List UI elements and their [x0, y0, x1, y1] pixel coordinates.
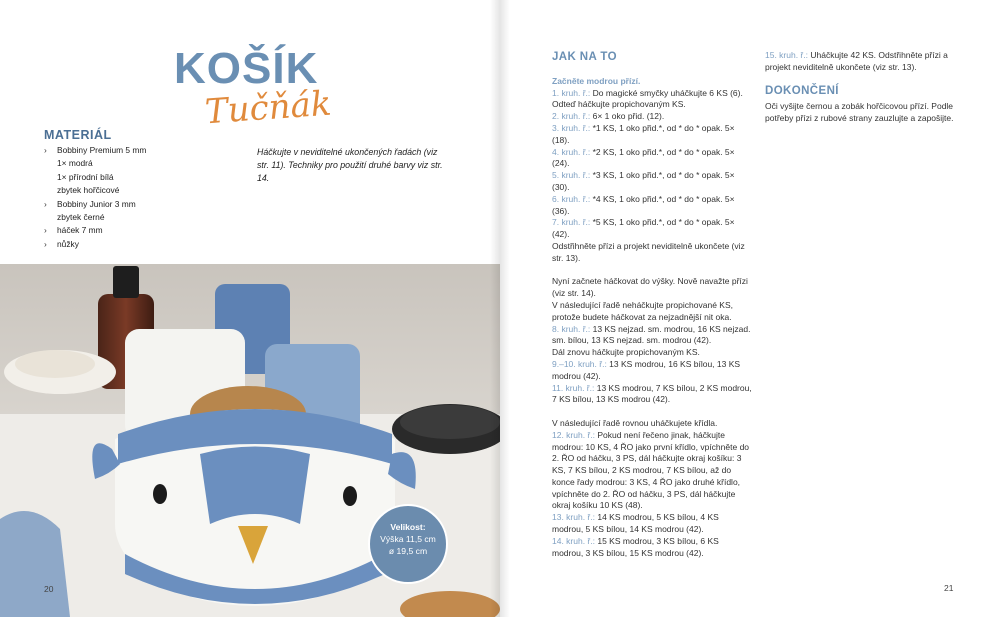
- round-text: V následující řadě rovnou uháčkujete křídla.: [552, 417, 718, 428]
- material-item: [44, 144, 146, 157]
- round-label: 9.–10. kruh. ř.:: [552, 358, 607, 369]
- instruction-line: [552, 265, 752, 277]
- material-item-text: Bobbiny Premium 5 mm: [57, 145, 147, 155]
- material-item-text: Bobbiny Junior 3 mm: [57, 198, 136, 209]
- round-label: 14. kruh. ř.:: [552, 535, 595, 546]
- round-text: Odstřihněte přízi a projekt neviditelně ukončete (viz str. 13).: [552, 240, 745, 263]
- chevron-right-icon: ›: [44, 198, 47, 209]
- instruction-line: [552, 383, 752, 407]
- round-label: 11. kruh. ř.:: [552, 382, 595, 393]
- instruction-line: [552, 418, 752, 430]
- round-text: *5 KS, 1 oko přid.*, od * do * opak. 5× (42).: [552, 217, 735, 240]
- size-badge-height: Výška 11,5 cm: [380, 534, 436, 544]
- round-text: Do magické smyčky uháčkujte 6 KS (6). Odteď háčkujte propichovaným KS.: [552, 87, 743, 110]
- round-label: 2. kruh. ř.:: [552, 111, 591, 122]
- instructions-heading: JAK NA TO: [552, 51, 617, 63]
- round-text: 15 KS modrou, 3 KS bílou, 6 KS modrou, 3 KS bílou, 15 KS modrou (42).: [552, 535, 719, 558]
- chevron-right-icon: ›: [44, 238, 47, 249]
- material-item: [44, 198, 146, 211]
- instruction-line: [552, 300, 752, 324]
- round-text: *2 KS, 1 oko přid.*, od * do * opak. 5× (24).: [552, 146, 735, 169]
- material-item-text: nůžky: [57, 238, 79, 249]
- material-item: [44, 171, 146, 184]
- page-number-right: 21: [944, 583, 954, 593]
- instruction-line: [552, 123, 752, 147]
- round-label: 1. kruh. ř.:: [552, 87, 591, 98]
- round-label: 12. kruh. ř.:: [552, 429, 595, 440]
- size-badge: [368, 504, 448, 584]
- instruction-line: [552, 111, 752, 123]
- material-item: [44, 211, 146, 224]
- instruction-line: [552, 536, 752, 560]
- round-text: *3 KS, 1 oko přid.*, od * do * opak. 5× (30).: [552, 170, 735, 192]
- round-text: Pokud není řečeno jinak, háčkujte modrou: 10 KS, 4 ŘO jako první křídlo, vpíchněte do 2. ŘO od háčku, 3 PS, dál háčkujte okraj košíku: 3 KS, 7 KS bílou, 2 KS modrou, 7 KS bílou, až do konce řady modrou: 3 KS, 4 ŘO jako druhé křídlo, vpíchněte do 2. ŘO od háčku, 3 PS, dál háčkujte okraj košíku 10 KS (48).: [552, 429, 750, 511]
- chevron-right-icon: ›: [44, 145, 47, 155]
- finish-text: Oči vyšijte černou a zobák hořčicovou přízí. Podle potřeby přízi z rubové strany zauzlujte a zapošijte.: [765, 101, 954, 124]
- round-text: 13 KS modrou, 16 KS bílou, 13 KS modrou (42).: [552, 358, 741, 381]
- round-label: 3. kruh. ř.:: [552, 122, 591, 133]
- round-text: *1 KS, 1 oko přid.*, od * do * opak. 5× (18).: [552, 122, 735, 145]
- round-text: 6× 1 oko přid. (12).: [590, 111, 665, 122]
- material-item-text: zbytek černé: [57, 212, 105, 223]
- material-heading: MATERIÁL: [44, 128, 112, 142]
- round-text: Nyní začnete háčkovat do výšky. Nově navažte přízi (viz str. 14).: [552, 276, 748, 299]
- instruction-line: [552, 512, 752, 536]
- material-item: [44, 157, 146, 170]
- material-item-text: zbytek hořčicové: [57, 185, 120, 196]
- instruction-line: [552, 170, 752, 194]
- instruction-line: [552, 359, 752, 383]
- round-label: 13. kruh. ř.:: [552, 512, 595, 523]
- instruction-lines: [552, 88, 752, 560]
- instructions-column-2: [765, 50, 955, 125]
- size-badge-label: Velikost:: [390, 522, 426, 532]
- material-item: [44, 184, 146, 197]
- instruction-line: [552, 347, 752, 359]
- round-text: 13 KS modrou, 7 KS bílou, 2 KS modrou, 7 KS bílou, 13 KS modrou (42).: [552, 382, 752, 405]
- material-list: [44, 144, 146, 251]
- page-number-left: 20: [44, 584, 54, 594]
- instructions-column: [552, 52, 752, 559]
- finish-heading: DOKONČENÍ: [765, 84, 839, 97]
- material-item: [44, 224, 146, 237]
- round-text: V následující řadě neháčkujte propichované KS, protože budete háčkovat za nejzadnější nit oka.: [552, 299, 733, 322]
- instruction-line: [552, 147, 752, 171]
- material-item-text: háček 7 mm: [57, 225, 103, 236]
- round-label: 8. kruh. ř.:: [552, 323, 591, 334]
- round-label: 7. kruh. ř.:: [552, 217, 591, 228]
- round-label: 5. kruh. ř.:: [552, 170, 591, 181]
- instruction-line: [552, 324, 752, 348]
- pattern-title: KOŠÍK: [174, 44, 319, 93]
- instruction-line: [552, 430, 752, 513]
- instruction-line: [552, 276, 752, 300]
- instruction-line: [765, 50, 955, 74]
- round-text: *4 KS, 1 oko přid.*, od * do * opak. 5× (36).: [552, 193, 735, 216]
- instruction-line: [552, 241, 752, 265]
- instruction-line: [552, 217, 752, 241]
- instruction-line: [552, 194, 752, 218]
- round-label: 15. kruh. ř.:: [765, 50, 808, 60]
- round-text: 14 KS modrou, 5 KS bílou, 4 KS modrou, 5 KS bílou, 14 KS modrou (42).: [552, 512, 719, 535]
- material-item-text: 1× přírodní bílá: [57, 171, 114, 182]
- round-text: Dál znovu háčkujte propichovaným KS.: [552, 347, 700, 358]
- instructions-lead: Začněte modrou přízí.: [552, 75, 641, 86]
- round-text: 13 KS nejzad. sm. modrou, 16 KS nejzad. sm. bílou, 13 KS nejzad. sm. modrou (42).: [552, 323, 751, 346]
- material-item-text: 1× modrá: [57, 158, 93, 169]
- round-label: 4. kruh. ř.:: [552, 146, 591, 157]
- intro-text: Háčkujte v neviditelné ukončených řadách (viz str. 11). Techniky pro použití druhé barvy viz str. 14.: [257, 147, 443, 183]
- instruction-line: [552, 88, 752, 112]
- pattern-subtitle: Tučňák: [203, 83, 333, 133]
- instruction-line: [552, 406, 752, 418]
- round-text: Uháčkujte 42 KS. Odstřihněte přízi a projekt neviditelně ukončete (viz str. 13).: [765, 50, 948, 72]
- chevron-right-icon: ›: [44, 225, 47, 236]
- size-badge-diameter: ø 19,5 cm: [388, 546, 428, 556]
- round-label: 6. kruh. ř.:: [552, 193, 591, 204]
- material-item: [44, 238, 146, 251]
